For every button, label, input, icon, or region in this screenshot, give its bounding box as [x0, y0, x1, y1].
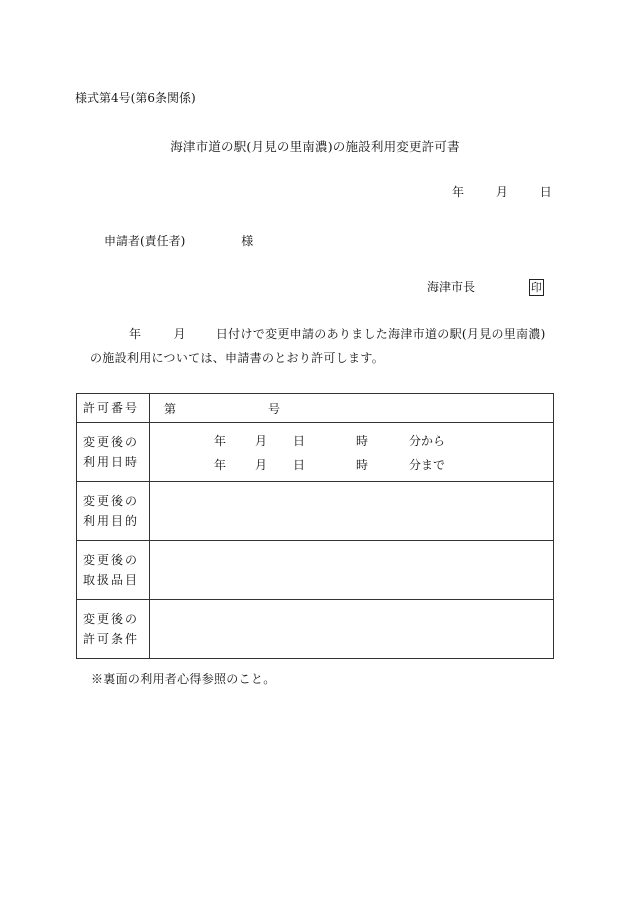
applicant-label: 申請者(責任者): [104, 234, 186, 248]
conditions-cell[interactable]: [150, 600, 554, 659]
body-rest: 日付けで変更申請のありました海津市道の駅(月見の里南濃): [215, 327, 546, 341]
to-hour: 時: [356, 458, 369, 472]
to-year: 年: [214, 458, 227, 472]
conditions-label: [77, 600, 150, 659]
from-month: 月: [255, 434, 268, 448]
body-month: 月: [173, 327, 186, 341]
body-text-line-2: の施設利用については、申請書のとおり許可します。: [90, 351, 385, 365]
goods-label-line-1: 変更後の: [83, 553, 140, 567]
to-month: 月: [255, 458, 268, 472]
goods-label-line-2: 取扱品目: [83, 573, 140, 587]
permit-number-prefix: 第: [164, 402, 177, 416]
document-title: 海津市道の駅(月見の里南濃)の施設利用変更許可書: [170, 139, 460, 154]
form-number: 様式第4号(第6条関係): [75, 91, 196, 105]
purpose-label-line-2: 利用目的: [83, 514, 140, 528]
date-year: 年: [452, 185, 465, 199]
usage-time-cell[interactable]: [150, 423, 554, 482]
issue-date: [452, 183, 552, 200]
body-year: 年: [129, 327, 142, 341]
goods-label: [77, 541, 150, 600]
goods-cell[interactable]: [150, 541, 554, 600]
to-day: 日: [293, 458, 306, 472]
from-day: 日: [293, 434, 306, 448]
permit-table: [76, 393, 554, 659]
applicant-honorific: 様: [241, 234, 254, 248]
applicant-line: [104, 232, 253, 249]
permit-number-suffix: 号: [268, 402, 281, 416]
permit-number-label: 許可番号: [77, 394, 150, 423]
table-row-purpose: [77, 482, 554, 541]
issuer-line: [427, 278, 544, 296]
footnote: ※裏面の利用者心得参照のこと。: [91, 672, 276, 686]
from-hour: 時: [356, 434, 369, 448]
seal-stamp: 印: [530, 281, 542, 294]
table-row-permit-number: [77, 394, 554, 423]
purpose-cell[interactable]: [150, 482, 554, 541]
usage-time-label: [77, 423, 150, 482]
table-row-usage-time: [77, 423, 554, 482]
purpose-label-line-1: 変更後の: [83, 494, 140, 508]
date-day: 日: [539, 185, 552, 199]
purpose-label: [77, 482, 150, 541]
to-minute: 分まで: [409, 458, 446, 472]
from-minute: 分から: [409, 434, 446, 448]
body-text-line-1: [129, 325, 546, 342]
usage-time-label-line-1: 変更後の: [83, 435, 140, 449]
usage-time-label-line-2: 利用日時: [83, 455, 140, 469]
issuer-name: 海津市長: [427, 280, 476, 294]
from-year: 年: [214, 434, 227, 448]
permit-number-cell[interactable]: [150, 394, 554, 423]
table-row-conditions: [77, 600, 554, 659]
date-month: 月: [495, 185, 508, 199]
table-row-goods: [77, 541, 554, 600]
conditions-label-line-1: 変更後の: [83, 612, 140, 626]
conditions-label-line-2: 許可条件: [83, 632, 140, 646]
